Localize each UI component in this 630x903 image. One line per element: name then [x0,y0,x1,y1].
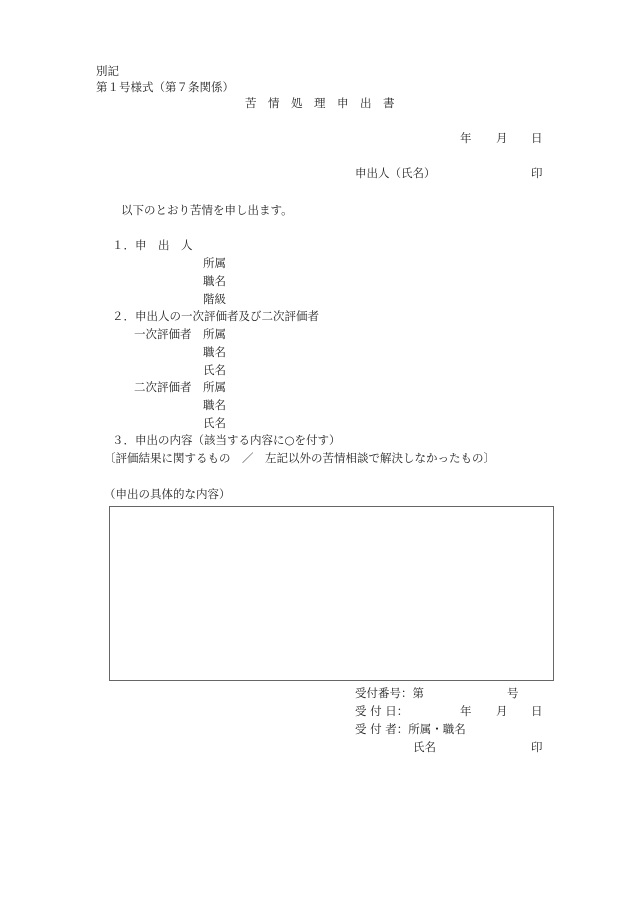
detail-label: （申出の具体的な内容） [104,487,231,501]
section2-field: 職名 [203,345,226,359]
section2-field: 氏名 [203,363,226,377]
applicant-name-label: 申出人（氏名） [355,166,436,180]
appendix-label: 別記 [96,64,119,78]
section3-heading: ３．申出の内容（該当する内容に○を付す） [112,433,341,447]
section2-heading: ２．申出人の一次評価者及び二次評価者 [112,309,319,323]
receiver-seal-label: 印 [531,740,543,754]
form-number: 第１号様式（第７条関係） [96,80,234,94]
date-day-label: 日 [531,131,543,145]
detail-content-box[interactable] [109,506,554,681]
receiver-name-label: 氏名 [413,740,436,754]
section1-field: 職名 [203,274,226,288]
reception-number-label: 受付番号：第 [355,686,424,700]
secondary-evaluator-label: 二次評価者 [134,380,192,394]
reception-year-label: 年 [460,704,472,718]
section2-field: 氏名 [203,416,226,430]
date-year-label: 年 [460,131,472,145]
date-month-label: 月 [496,131,508,145]
section1-field: 階級 [203,292,226,306]
section2-field: 職名 [203,398,226,412]
section3-options: 〔評価結果に関するもの ／ 左記以外の苦情相談で解決しなかったもの〕 [104,451,495,465]
section1-field: 所属 [203,256,226,270]
reception-date-label: 受 付 日： [355,704,409,718]
primary-evaluator-label: 一次評価者 [134,327,192,341]
document-title: 苦 情 処 理 申 出 書 [245,96,395,110]
intro-text: 以下のとおり苦情を申し出ます。 [121,203,293,217]
applicant-seal-label: 印 [531,166,543,180]
receiver-label: 受 付 者：所属・職名 [355,722,466,736]
reception-day-label: 日 [531,704,543,718]
reception-month-label: 月 [496,704,508,718]
section2-field: 所属 [203,380,226,394]
section2-field: 所属 [203,327,226,341]
reception-number-suffix: 号 [507,686,519,700]
section1-heading: １．申 出 人 [112,238,193,252]
